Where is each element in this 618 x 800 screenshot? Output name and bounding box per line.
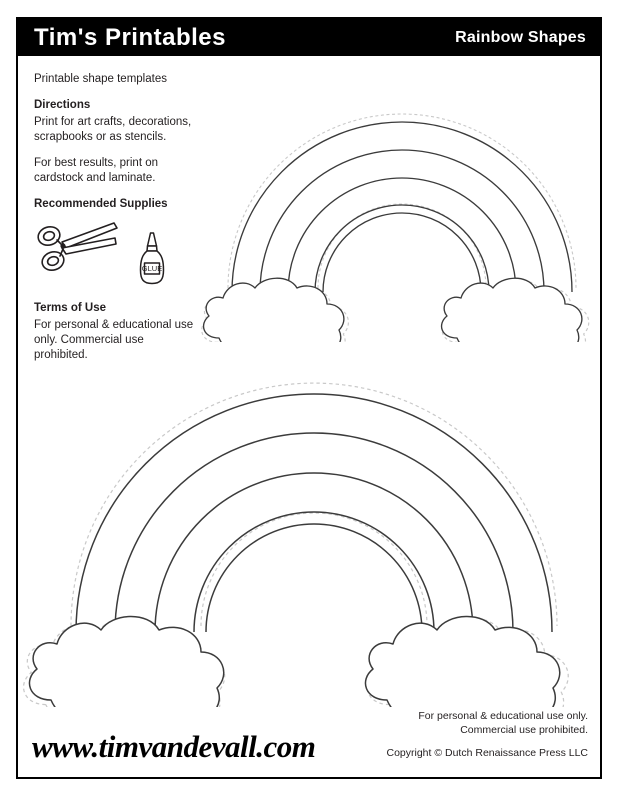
scissors-icon xyxy=(36,216,120,283)
subtitle-text: Printable shape templates xyxy=(34,73,167,85)
glue-bottle-icon xyxy=(132,230,172,293)
terms-heading: Terms of Use xyxy=(34,302,107,314)
usage-line-2: Commercial use prohibited. xyxy=(460,724,588,736)
rainbow-shape-small xyxy=(197,102,607,347)
glue-label: GLUE xyxy=(141,264,163,274)
page-footer xyxy=(18,699,600,771)
directions-body: Print for art crafts, decorations, scrapbooks or as stencils. xyxy=(34,116,192,143)
header-bar xyxy=(18,19,600,56)
supplies-heading: Recommended Supplies xyxy=(34,198,168,210)
directions-heading: Directions xyxy=(34,99,91,111)
directions-note: For best results, print on cardstock and laminate. xyxy=(34,157,158,184)
terms-body: For personal & educational use only. Commercial use prohibited. xyxy=(34,319,194,361)
rainbow-shape-large xyxy=(21,362,601,712)
copyright-line: Copyright © Dutch Renaissance Press LLC xyxy=(386,747,588,759)
info-column xyxy=(34,72,199,363)
sheet-title: Rainbow Shapes xyxy=(455,28,586,46)
usage-line-1: For personal & educational use only. xyxy=(418,710,588,722)
site-url[interactable]: www.timvandevall.com xyxy=(32,729,316,764)
footer-legal xyxy=(387,709,589,760)
supplies-icons xyxy=(34,216,199,290)
printable-page xyxy=(16,17,602,779)
brand-title: Tim's Printables xyxy=(34,23,226,51)
